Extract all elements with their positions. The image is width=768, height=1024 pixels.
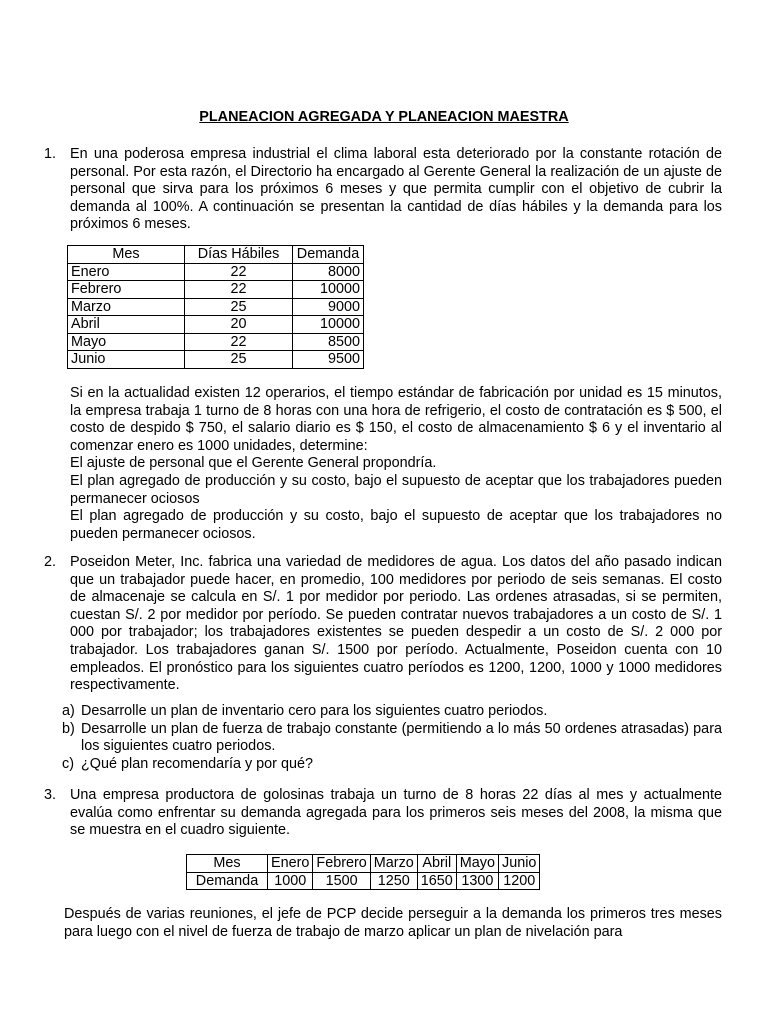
table-cell: Marzo <box>68 298 185 316</box>
problem-2 <box>44 554 722 695</box>
problem-2-number: 2. <box>44 554 57 570</box>
table-cell: 1000 <box>268 872 313 890</box>
table-row <box>68 263 364 281</box>
problem-2-intro: Poseidon Meter, Inc. fabrica una variedad de medidores de agua. Los datos del año pasado indican que un trabajador puede hacer, en promedio, 100 medidores por periodo de seis semanas. El costo de almacenaje se calcula en S/. 1 por medidor por periodo. Las ordenes atrasadas, si se permiten, cuestan S/. 2 por medidor por período. Se pueden contratar nuevos trabajadores a un costo de S/. 1 000 por trabajador; los trabajadores existentes se pueden despedir a un costo de S/. 2 000 por trabajador. Los trabajadores ganan S/. 1500 por período. Actualmente, Poseidon cuenta con 10 empleados. El pronóstico para los siguientes cuatro períodos es 1200, 1200, 1000 y 1000 medidores respectivamente. <box>70 554 722 694</box>
monthly-demand-table <box>186 854 540 890</box>
table-cell: Mayo <box>456 855 498 873</box>
table-row <box>68 333 364 351</box>
list-item-text: Desarrolle un plan de inventario cero para los siguientes cuatro periodos. <box>81 703 548 719</box>
problem-3 <box>44 787 722 840</box>
table-cell: 22 <box>185 333 293 351</box>
table-cell: Mayo <box>68 333 185 351</box>
table-cell: 25 <box>185 351 293 369</box>
table-cell: 8000 <box>293 263 364 281</box>
table-header-cell: Días Hábiles <box>185 246 293 264</box>
table-cell: Enero <box>68 263 185 281</box>
list-item <box>62 756 722 774</box>
list-item-text: Desarrolle un plan de fuerza de trabajo constante (permitiendo a lo más 50 ordenes atrasadas) para los siguientes cuatro periodos. <box>81 720 722 755</box>
table-cell: 25 <box>185 298 293 316</box>
table-cell: 1200 <box>499 872 540 890</box>
table-cell: 9500 <box>293 351 364 369</box>
table-cell: 8500 <box>293 333 364 351</box>
table-header-cell: Demanda <box>293 246 364 264</box>
problem-3-number: 3. <box>44 787 57 803</box>
table-cell: 22 <box>185 281 293 299</box>
problem-1-question-1: El ajuste de personal que el Gerente General propondría. <box>70 455 437 472</box>
table-cell: 1250 <box>370 872 417 890</box>
workdays-demand-table <box>67 245 364 369</box>
table-cell: 1500 <box>313 872 370 890</box>
table-row <box>68 351 364 369</box>
table-row <box>187 855 540 873</box>
table-cell: Junio <box>499 855 540 873</box>
list-item-label: a) <box>62 703 75 719</box>
table-cell: Febrero <box>68 281 185 299</box>
table-cell: 1300 <box>456 872 498 890</box>
table-cell: 9000 <box>293 298 364 316</box>
problem-3-followup: Después de varias reuniones, el jefe de PCP decide perseguir a la demanda los primeros tres meses para luego con el nivel de fuerza de trabajo de marzo aplicar un plan de nivelación para <box>64 906 722 940</box>
table-header-cell: Mes <box>68 246 185 264</box>
problem-1-question-2: El plan agregado de producción y su costo, bajo el supuesto de aceptar que los trabajadores pueden permanecer ociosos <box>70 472 722 507</box>
table-cell: 1650 <box>417 872 456 890</box>
table-row <box>68 316 364 334</box>
problem-1-data-text: Si en la actualidad existen 12 operarios, el tiempo estándar de fabricación por unidad es 15 minutos, la empresa trabaja 1 turno de 8 horas con una hora de refrigerio, el costo de contratación es $ 500, el costo de despido $ 750, el salario diario es $ 150, el costo de almacenamiento $ 6 y el inventario al comenzar enero es 1000 unidades, determine: <box>70 385 722 454</box>
table-row-label: Mes <box>187 855 268 873</box>
list-item-text: ¿Qué plan recomendaría y por qué? <box>81 755 313 772</box>
table-cell: Junio <box>68 351 185 369</box>
table-header-row <box>68 246 364 264</box>
table-row <box>68 298 364 316</box>
table-cell: Marzo <box>370 855 417 873</box>
problem-1-intro: En una poderosa empresa industrial el clima laboral esta deteriorado por la constante rotación de personal. Por esta razón, el Directorio ha encargado al Gerente General la realización de un ajuste de personal que sirva para los próximos 6 meses y que permita cumplir con el objetivo de cubrir la demanda al 100%. A continuación se presentan la cantidad de días hábiles y la demanda para los próximos 6 meses. <box>70 146 722 233</box>
document-title: PLANEACION AGREGADA Y PLANEACION MAESTRA <box>199 109 569 125</box>
problem-1 <box>44 146 722 234</box>
list-item-label: c) <box>62 755 74 772</box>
problem-1-question-3: El plan agregado de producción y su costo, bajo el supuesto de aceptar que los trabajadores no pueden permanecer ociosos. <box>70 508 722 542</box>
list-item-label: b) <box>62 720 75 737</box>
list-item <box>62 703 722 721</box>
table-row <box>68 281 364 299</box>
table-row-label: Demanda <box>187 872 268 890</box>
table-cell: 20 <box>185 316 293 334</box>
problem-1-details <box>70 385 722 543</box>
problem-1-number: 1. <box>44 146 57 162</box>
list-item <box>62 721 722 756</box>
table-row <box>187 872 540 890</box>
table-cell: Abril <box>417 855 456 873</box>
table-cell: 22 <box>185 263 293 281</box>
table-cell: Enero <box>268 855 313 873</box>
table-cell: 10000 <box>293 281 364 299</box>
table-cell: Abril <box>68 316 185 334</box>
problem-2-questions <box>62 703 722 773</box>
table-cell: 10000 <box>293 316 364 334</box>
table-cell: Febrero <box>313 855 370 873</box>
problem-3-intro: Una empresa productora de golosinas trabaja un turno de 8 horas 22 días al mes y actualmente evalúa como enfrentar su demanda agregada para los primeros seis meses del 2008, la misma que se muestra en el cuadro siguiente. <box>70 787 722 839</box>
